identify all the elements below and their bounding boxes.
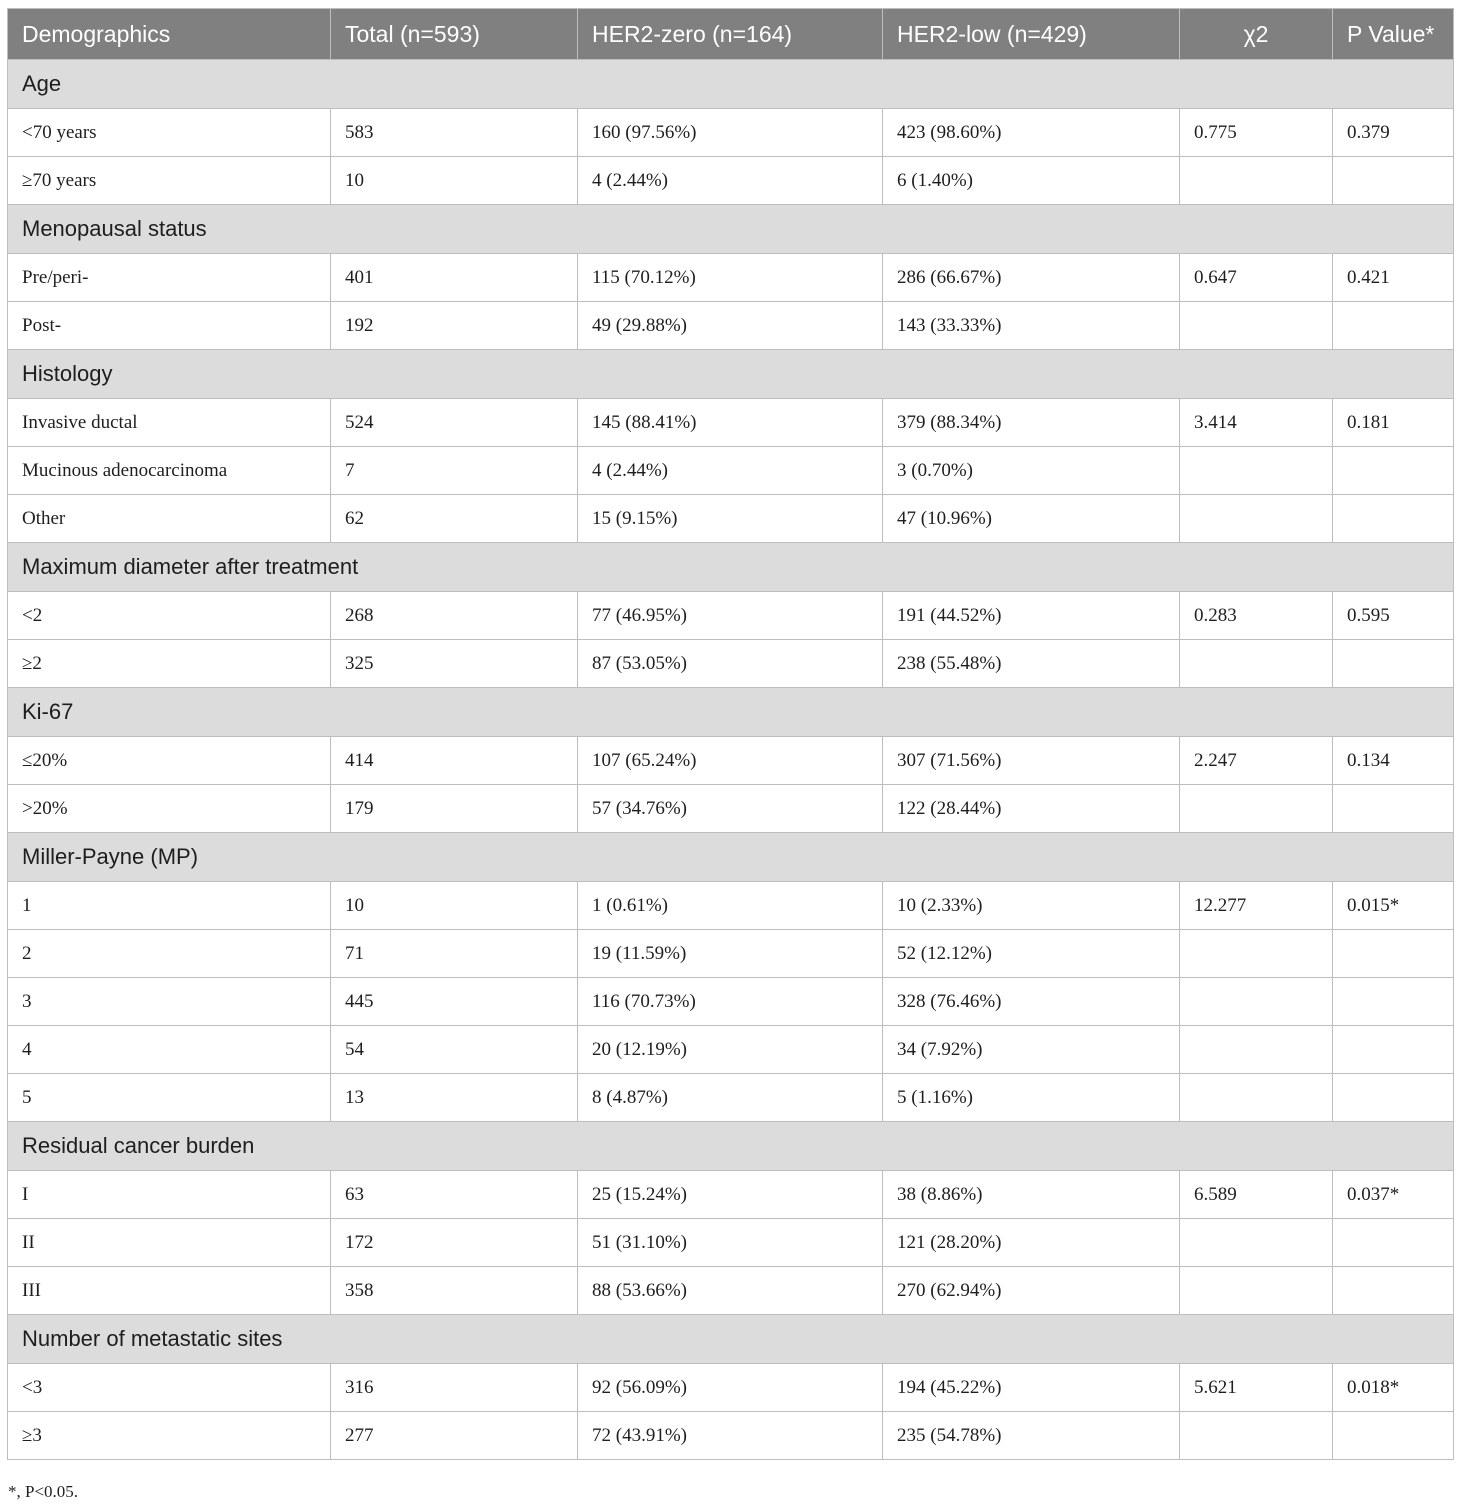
total-cell: 62	[331, 495, 578, 543]
p-value-cell	[1333, 1074, 1454, 1122]
demographic-cell: III	[8, 1267, 331, 1315]
p-value-cell	[1333, 1026, 1454, 1074]
table-row	[8, 882, 1454, 930]
section-row	[8, 688, 1454, 737]
section-row	[8, 1315, 1454, 1364]
p-value-cell	[1333, 1412, 1454, 1460]
demographic-cell: <2	[8, 592, 331, 640]
her2-low-cell: 235 (54.78%)	[883, 1412, 1180, 1460]
table-row	[8, 302, 1454, 350]
p-value-cell	[1333, 302, 1454, 350]
table-row	[8, 737, 1454, 785]
her2-zero-cell: 4 (2.44%)	[578, 447, 883, 495]
her2-low-cell: 38 (8.86%)	[883, 1171, 1180, 1219]
header-p-value: P Value*	[1333, 9, 1454, 60]
p-value-cell	[1333, 447, 1454, 495]
total-cell: 414	[331, 737, 578, 785]
her2-low-cell: 194 (45.22%)	[883, 1364, 1180, 1412]
table-row	[8, 1074, 1454, 1122]
total-cell: 583	[331, 109, 578, 157]
demographic-cell: Invasive ductal	[8, 399, 331, 447]
her2-low-cell: 34 (7.92%)	[883, 1026, 1180, 1074]
p-value-cell: 0.595	[1333, 592, 1454, 640]
total-cell: 524	[331, 399, 578, 447]
demographics-table	[7, 8, 1454, 1460]
table-header	[8, 9, 1454, 60]
total-cell: 325	[331, 640, 578, 688]
header-her2-low: HER2-low (n=429)	[883, 9, 1180, 60]
table-row	[8, 930, 1454, 978]
p-value-cell	[1333, 1267, 1454, 1315]
section-title: Maximum diameter after treatment	[8, 543, 1454, 592]
chi-square-cell	[1180, 1267, 1333, 1315]
total-cell: 316	[331, 1364, 578, 1412]
p-value-cell	[1333, 930, 1454, 978]
her2-low-cell: 6 (1.40%)	[883, 157, 1180, 205]
section-row	[8, 1122, 1454, 1171]
demographic-cell: Post-	[8, 302, 331, 350]
demographic-cell: ≥3	[8, 1412, 331, 1460]
header-row	[8, 9, 1454, 60]
footnote: *, P<0.05.	[8, 1482, 79, 1501]
total-cell: 445	[331, 978, 578, 1026]
her2-zero-cell: 51 (31.10%)	[578, 1219, 883, 1267]
her2-zero-cell: 77 (46.95%)	[578, 592, 883, 640]
p-value-cell	[1333, 495, 1454, 543]
table-row	[8, 1171, 1454, 1219]
section-title: Ki-67	[8, 688, 1454, 737]
her2-zero-cell: 57 (34.76%)	[578, 785, 883, 833]
her2-low-cell: 270 (62.94%)	[883, 1267, 1180, 1315]
total-cell: 71	[331, 930, 578, 978]
p-value-cell	[1333, 1219, 1454, 1267]
total-cell: 358	[331, 1267, 578, 1315]
chi-square-cell	[1180, 1026, 1333, 1074]
her2-low-cell: 238 (55.48%)	[883, 640, 1180, 688]
p-value-cell: 0.379	[1333, 109, 1454, 157]
her2-low-cell: 143 (33.33%)	[883, 302, 1180, 350]
table-row	[8, 399, 1454, 447]
table-row	[8, 109, 1454, 157]
her2-low-cell: 286 (66.67%)	[883, 254, 1180, 302]
chi-square-cell	[1180, 1219, 1333, 1267]
her2-low-cell: 191 (44.52%)	[883, 592, 1180, 640]
her2-zero-cell: 115 (70.12%)	[578, 254, 883, 302]
total-cell: 10	[331, 157, 578, 205]
her2-low-cell: 47 (10.96%)	[883, 495, 1180, 543]
total-cell: 13	[331, 1074, 578, 1122]
total-cell: 192	[331, 302, 578, 350]
p-value-cell	[1333, 640, 1454, 688]
demographic-cell: I	[8, 1171, 331, 1219]
her2-zero-cell: 116 (70.73%)	[578, 978, 883, 1026]
her2-zero-cell: 107 (65.24%)	[578, 737, 883, 785]
section-title: Number of metastatic sites	[8, 1315, 1454, 1364]
p-value-cell: 0.181	[1333, 399, 1454, 447]
table-row	[8, 1026, 1454, 1074]
her2-zero-cell: 92 (56.09%)	[578, 1364, 883, 1412]
demographic-cell: 5	[8, 1074, 331, 1122]
her2-zero-cell: 160 (97.56%)	[578, 109, 883, 157]
table-row	[8, 640, 1454, 688]
demographic-cell: <70 years	[8, 109, 331, 157]
her2-zero-cell: 8 (4.87%)	[578, 1074, 883, 1122]
table-row	[8, 254, 1454, 302]
total-cell: 172	[331, 1219, 578, 1267]
section-title: Age	[8, 60, 1454, 109]
section-title: Histology	[8, 350, 1454, 399]
p-value-cell: 0.018*	[1333, 1364, 1454, 1412]
header-chi-square: χ2	[1180, 9, 1333, 60]
total-cell: 10	[331, 882, 578, 930]
p-value-cell	[1333, 157, 1454, 205]
chi-square-cell: 2.247	[1180, 737, 1333, 785]
her2-zero-cell: 1 (0.61%)	[578, 882, 883, 930]
table-body	[8, 60, 1454, 1460]
demographic-cell: Mucinous adenocarcinoma	[8, 447, 331, 495]
p-value-cell: 0.134	[1333, 737, 1454, 785]
chi-square-cell	[1180, 930, 1333, 978]
chi-square-cell: 6.589	[1180, 1171, 1333, 1219]
p-value-cell	[1333, 785, 1454, 833]
total-cell: 63	[331, 1171, 578, 1219]
chi-square-cell	[1180, 785, 1333, 833]
total-cell: 268	[331, 592, 578, 640]
total-cell: 7	[331, 447, 578, 495]
demographic-cell: <3	[8, 1364, 331, 1412]
chi-square-cell	[1180, 495, 1333, 543]
table-row	[8, 1412, 1454, 1460]
her2-zero-cell: 4 (2.44%)	[578, 157, 883, 205]
demographic-cell: Other	[8, 495, 331, 543]
chi-square-cell	[1180, 157, 1333, 205]
header-demographics: Demographics	[8, 9, 331, 60]
total-cell: 401	[331, 254, 578, 302]
her2-zero-cell: 15 (9.15%)	[578, 495, 883, 543]
her2-low-cell: 52 (12.12%)	[883, 930, 1180, 978]
table-row	[8, 447, 1454, 495]
chi-square-cell: 0.283	[1180, 592, 1333, 640]
section-row	[8, 205, 1454, 254]
chi-square-cell: 0.647	[1180, 254, 1333, 302]
header-total: Total (n=593)	[331, 9, 578, 60]
demographic-cell: 2	[8, 930, 331, 978]
section-row	[8, 543, 1454, 592]
table-row	[8, 1267, 1454, 1315]
p-value-cell: 0.015*	[1333, 882, 1454, 930]
total-cell: 54	[331, 1026, 578, 1074]
her2-low-cell: 122 (28.44%)	[883, 785, 1180, 833]
demographic-cell: 4	[8, 1026, 331, 1074]
table-row	[8, 592, 1454, 640]
her2-zero-cell: 19 (11.59%)	[578, 930, 883, 978]
section-row	[8, 833, 1454, 882]
demographic-cell: ≥70 years	[8, 157, 331, 205]
demographic-cell: Pre/peri-	[8, 254, 331, 302]
chi-square-cell	[1180, 978, 1333, 1026]
her2-low-cell: 423 (98.60%)	[883, 109, 1180, 157]
her2-low-cell: 5 (1.16%)	[883, 1074, 1180, 1122]
demographic-cell: 1	[8, 882, 331, 930]
her2-zero-cell: 49 (29.88%)	[578, 302, 883, 350]
her2-low-cell: 3 (0.70%)	[883, 447, 1180, 495]
demographic-cell: 3	[8, 978, 331, 1026]
table-row	[8, 978, 1454, 1026]
table-row	[8, 495, 1454, 543]
chi-square-cell	[1180, 1412, 1333, 1460]
chi-square-cell	[1180, 1074, 1333, 1122]
section-row	[8, 350, 1454, 399]
section-title: Miller-Payne (MP)	[8, 833, 1454, 882]
chi-square-cell	[1180, 640, 1333, 688]
demographic-cell: II	[8, 1219, 331, 1267]
p-value-cell: 0.421	[1333, 254, 1454, 302]
her2-zero-cell: 87 (53.05%)	[578, 640, 883, 688]
total-cell: 179	[331, 785, 578, 833]
table-row	[8, 1364, 1454, 1412]
her2-low-cell: 121 (28.20%)	[883, 1219, 1180, 1267]
p-value-cell	[1333, 978, 1454, 1026]
section-title: Residual cancer burden	[8, 1122, 1454, 1171]
chi-square-cell: 3.414	[1180, 399, 1333, 447]
chi-square-cell: 12.277	[1180, 882, 1333, 930]
chi-square-cell: 5.621	[1180, 1364, 1333, 1412]
header-her2-zero: HER2-zero (n=164)	[578, 9, 883, 60]
her2-zero-cell: 72 (43.91%)	[578, 1412, 883, 1460]
her2-zero-cell: 145 (88.41%)	[578, 399, 883, 447]
p-value-cell: 0.037*	[1333, 1171, 1454, 1219]
her2-zero-cell: 88 (53.66%)	[578, 1267, 883, 1315]
table-row	[8, 785, 1454, 833]
chi-square-cell: 0.775	[1180, 109, 1333, 157]
section-row	[8, 60, 1454, 109]
demographic-cell: ≥2	[8, 640, 331, 688]
her2-low-cell: 328 (76.46%)	[883, 978, 1180, 1026]
her2-zero-cell: 20 (12.19%)	[578, 1026, 883, 1074]
total-cell: 277	[331, 1412, 578, 1460]
chi-square-cell	[1180, 447, 1333, 495]
table-row	[8, 157, 1454, 205]
her2-low-cell: 307 (71.56%)	[883, 737, 1180, 785]
her2-low-cell: 379 (88.34%)	[883, 399, 1180, 447]
table-row	[8, 1219, 1454, 1267]
section-title: Menopausal status	[8, 205, 1454, 254]
her2-low-cell: 10 (2.33%)	[883, 882, 1180, 930]
her2-zero-cell: 25 (15.24%)	[578, 1171, 883, 1219]
demographic-cell: >20%	[8, 785, 331, 833]
chi-square-cell	[1180, 302, 1333, 350]
demographic-cell: ≤20%	[8, 737, 331, 785]
